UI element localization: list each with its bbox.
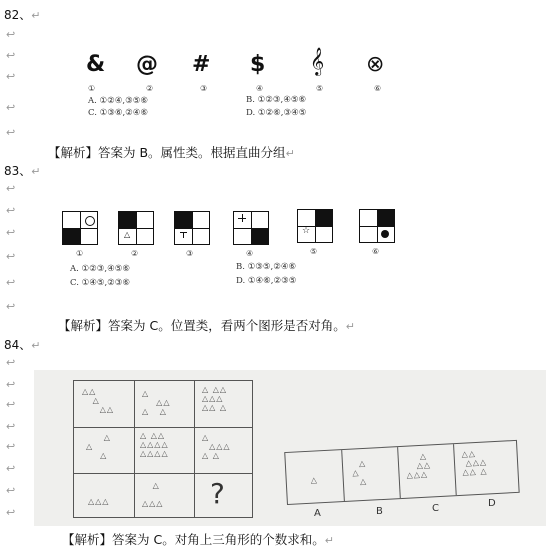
option-a: A. ①②③,④⑤⑥ (70, 264, 130, 274)
choice-label-b: B (376, 506, 383, 517)
label-4: ④ (256, 84, 264, 93)
grid-cell: △△ △ △△ (82, 387, 115, 414)
paragraph-mark: ↩ (6, 484, 16, 497)
symbol-at: @ (136, 52, 158, 77)
paragraph-mark: ↩ (6, 420, 16, 433)
paragraph-mark: ↩ (6, 276, 16, 289)
figure-3 (174, 211, 210, 245)
q84-analysis: 【解析】答案为 C。对角上三角形的个数求和。↵ (62, 532, 334, 547)
star-icon: ☆ (302, 226, 311, 236)
paragraph-mark: ↩ (6, 70, 16, 83)
paragraph-mark: ↩ (6, 49, 16, 62)
label-4: ④ (246, 249, 254, 258)
choice-b-figure: △ △ △ (351, 458, 368, 487)
label-3: ③ (200, 84, 208, 93)
label-2: ② (146, 84, 154, 93)
label-6: ⑥ (374, 84, 382, 93)
grid-cell: △ △△△ △ △ (202, 433, 231, 460)
q83-number: 83、↵ (4, 164, 41, 178)
paragraph-mark: ↩ (6, 126, 16, 139)
option-c: C. ①④⑤,②③⑥ (70, 278, 131, 288)
paragraph-mark: ↩ (6, 356, 16, 369)
q84-number: 84、↵ (4, 338, 41, 352)
paragraph-mark: ↩ (6, 300, 16, 313)
label-6: ⑥ (372, 247, 380, 256)
paragraph-mark: ↩ (6, 101, 16, 114)
grid-cell: △△△ (88, 497, 110, 506)
option-d: D. ①④⑥,②③⑤ (236, 276, 297, 286)
label-1: ① (88, 84, 96, 93)
choice-label-c: C (432, 503, 439, 514)
paragraph-mark: ↩ (6, 378, 16, 391)
q83-analysis: 【解析】答案为 C。位置类，看两个图形是否对角。↵ (58, 318, 355, 333)
choice-label-d: D (488, 498, 496, 509)
choice-label-a: A (314, 508, 321, 519)
puzzle-grid (73, 380, 253, 518)
figure-2 (118, 211, 154, 245)
paragraph-mark: ↩ (6, 182, 16, 195)
paragraph-mark: ↩ (6, 250, 16, 263)
paragraph-mark: ↩ (6, 462, 16, 475)
symbol-ampersand: & (86, 52, 106, 77)
grid-cell: △ △△△ (142, 481, 164, 508)
q82-number: 82、↵ (4, 8, 41, 22)
q82-analysis: 【解析】答案为 B。属性类。根据直曲分组↵ (48, 145, 295, 160)
choice-c-figure: △ △△ △△△ (405, 451, 432, 480)
symbol-hash: # (192, 52, 211, 77)
label-3: ③ (186, 249, 194, 258)
paragraph-mark: ↩ (6, 226, 16, 239)
paragraph-mark: ↩ (6, 440, 16, 453)
grid-cell: △ △△ △△△ △△ △ (202, 385, 227, 412)
option-b: B. ①②③,④⑤⑥ (246, 95, 307, 105)
grid-cell: △ △ △ (86, 433, 111, 460)
paragraph-mark: ↩ (6, 398, 16, 411)
option-c: C. ①③⑥,②④⑥ (88, 108, 149, 118)
dot-icon (381, 230, 389, 238)
label-5: ⑤ (310, 247, 318, 256)
paragraph-mark: ↩ (6, 28, 16, 41)
option-b: B. ①③⑤,②④⑥ (236, 262, 297, 272)
figure-6 (359, 209, 395, 243)
paragraph-mark: ↩ (6, 506, 16, 519)
circle-icon (85, 216, 95, 226)
label-5: ⑤ (316, 84, 324, 93)
choice-a-figure: △ (310, 475, 319, 485)
question-mark: ? (210, 477, 225, 510)
figure-4 (233, 211, 269, 245)
treble-clef-icon: 𝄞 (310, 47, 325, 75)
choice-d-figure: △△ △△△ △△ △ (461, 449, 488, 477)
triangle-icon: △ (124, 230, 131, 239)
option-a: A. ①②④,③⑤⑥ (88, 96, 148, 106)
grid-cell: △ △△ △ △ (142, 389, 171, 416)
circled-x-icon: ⊗ (366, 52, 385, 77)
figure-5 (297, 209, 333, 243)
option-d: D. ①②⑥,③④⑤ (246, 108, 307, 118)
figure-1 (62, 211, 98, 245)
label-1: ① (76, 249, 84, 258)
label-2: ② (131, 249, 139, 258)
paragraph-mark: ↩ (6, 204, 16, 217)
grid-cell: △ △△ △△△△ △△△△ (140, 431, 169, 458)
symbol-dollar: $ (250, 52, 266, 77)
